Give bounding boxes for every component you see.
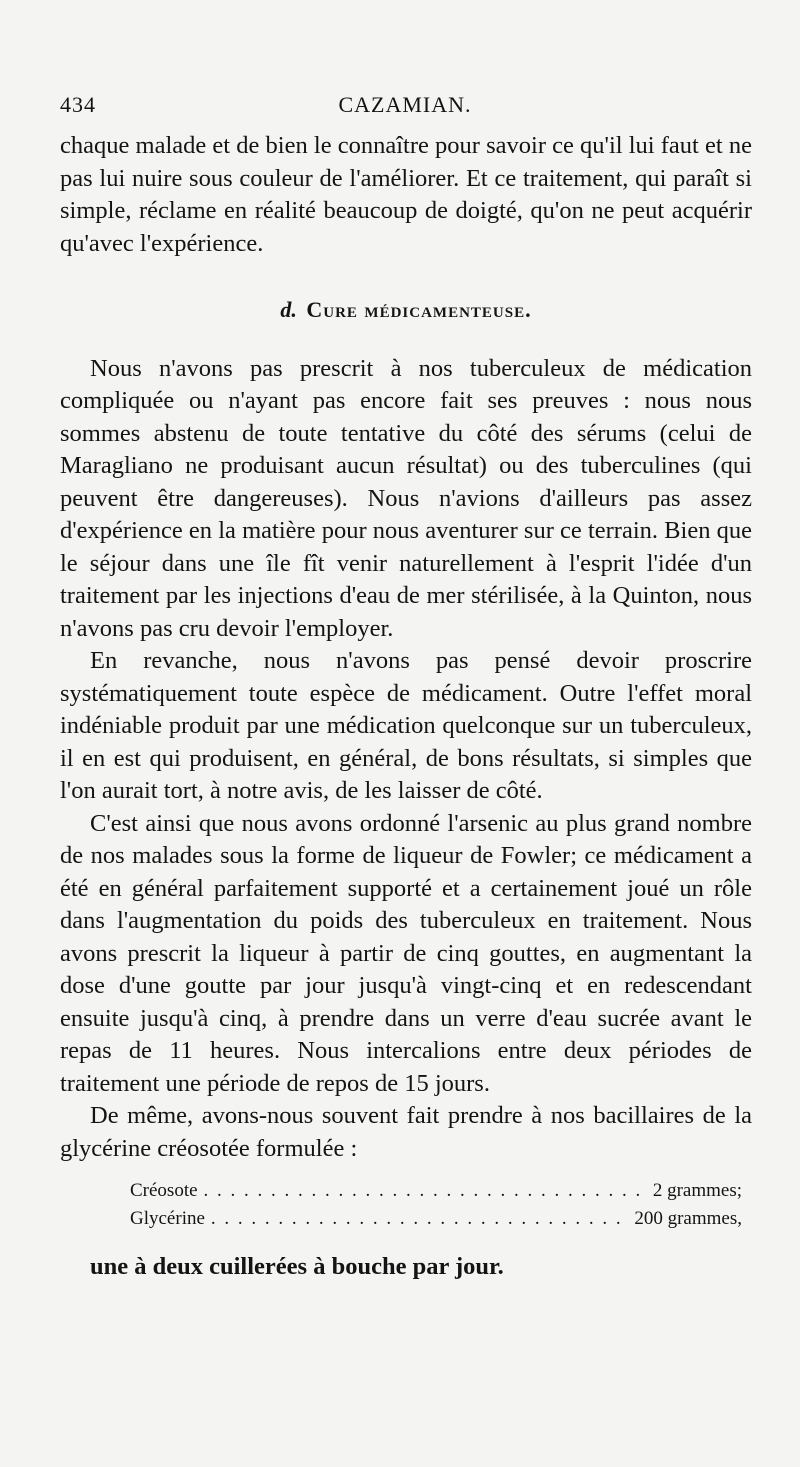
paragraph: Nous n'avons pas prescrit à nos tuberculeux de médication compliquée ou n'ayant pas encore fait ses preuves : nous nous sommes abstenu de toute tentative du côté des sérums (celui de Maragliano ne produisant aucun résultat) ou des tuberculines (qui peuvent être dangereuses). Nous n'avions d'ailleurs pas assez d'expérience en la matière pour nous aventurer sur ce terrain. Bien que le séjour dans une île fît venir naturellement à l'esprit l'idée d'un traitement par les injections d'eau de mer stérilisée, à la Quinton, nous n'avons pas cru devoir l'employer. (60, 354, 752, 642)
paragraph: chaque malade et de bien le connaître pour savoir ce qu'il lui faut et ne pas lui nuire sous couleur de l'améliorer. Et ce traitement, qui paraît si simple, réclame en réalité beaucoup de doigté, qu'on ne peut acquérir qu'avec l'expérience. (60, 132, 752, 257)
section-letter: d. (280, 297, 297, 322)
dot-leader (211, 1205, 628, 1233)
running-head: CAZAMIAN. (338, 92, 472, 117)
section-heading (60, 294, 752, 327)
paragraph: De même, avons-nous souvent fait prendre à nos bacillaires de la glycérine créosotée formulée : (60, 1102, 752, 1162)
page-header (60, 92, 750, 126)
formula-quantity: 2 grammes; (652, 1180, 742, 1201)
closing-line: une à deux cuillerées à bouche par jour. (90, 1253, 504, 1280)
formula-list (130, 1177, 742, 1233)
formula-row (130, 1205, 742, 1233)
formula-row (130, 1177, 742, 1205)
formula-quantity: 200 grammes, (634, 1208, 742, 1229)
body-text (60, 130, 752, 1284)
formula-ingredient: Créosote (130, 1180, 198, 1201)
page-number: 434 (60, 92, 96, 117)
dot-leader (204, 1177, 647, 1205)
section-title: Cure médicamenteuse. (306, 297, 532, 322)
paragraph: En revanche, nous n'avons pas pensé devoir proscrire systématiquement toute espèce de médicament. Outre l'effet moral indéniable produit par une médication quelconque sur un tuberculeux, il en est qui produisent, en général, de bons résultats, si simples que l'on aurait tort, à notre avis, de les laisser de côté. (60, 647, 752, 804)
paragraph: C'est ainsi que nous avons ordonné l'arsenic au plus grand nombre de nos malades sous la forme de liqueur de Fowler; ce médicament a été en général parfaitement supporté et a certainement joué un rôle dans l'augmentation du poids des tuberculeux en traitement. Nous avons prescrit la liqueur à partir de cinq gouttes, en augmentant la dose d'une goutte par jour jusqu'à vingt-cinq et en redescendant ensuite jusqu'à cinq, à prendre dans un verre d'eau sucrée avant le repas de 11 heures. Nous intercalions entre deux périodes de traitement une période de repos de 15 jours. (60, 809, 752, 1097)
formula-ingredient: Glycérine (130, 1208, 205, 1229)
